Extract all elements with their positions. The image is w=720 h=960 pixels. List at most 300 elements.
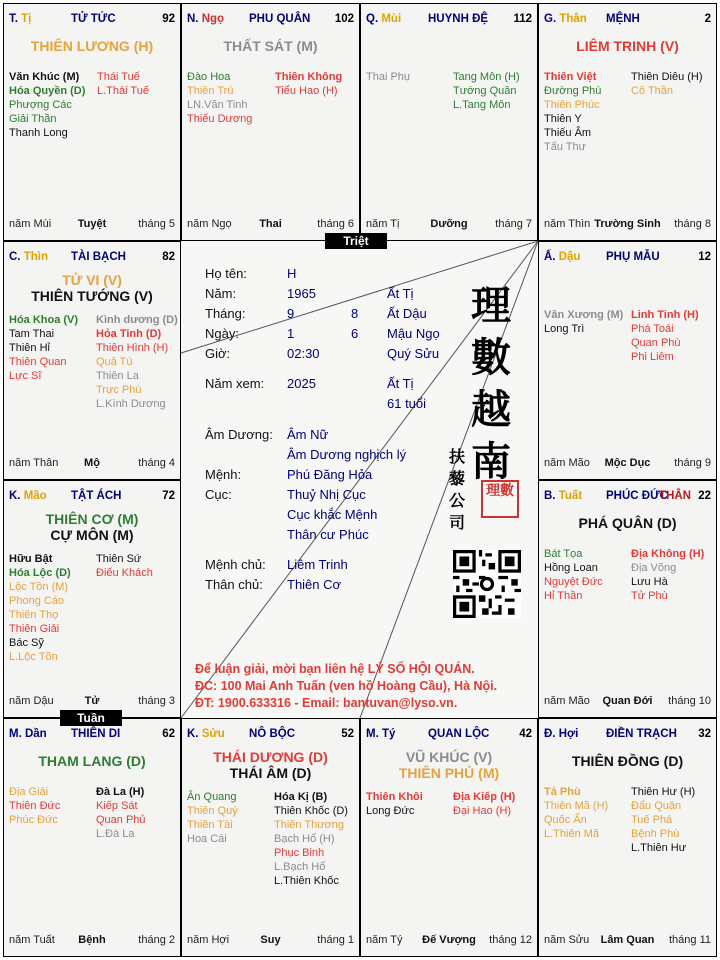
palace-month: tháng 9	[674, 457, 711, 469]
main-star: THAM LANG (D)	[38, 753, 146, 769]
minor-star: Thiếu Âm	[544, 127, 592, 139]
minor-star: Hỉ Thần	[544, 590, 583, 602]
small-char-4: 司	[449, 513, 466, 532]
minor-star: Tuế Phá	[631, 814, 673, 826]
palace-cell-tuat	[538, 480, 717, 718]
minor-star: Đẩu Quân	[631, 800, 682, 812]
palace-cell-thin	[3, 241, 181, 480]
year-value: 1965	[287, 286, 316, 301]
minor-stars-left	[187, 70, 252, 126]
minor-stars-left	[9, 70, 85, 140]
minor-stars-left	[544, 308, 623, 336]
amduong-label: Âm Dương:	[205, 427, 273, 442]
minor-star: Phi Liêm	[631, 351, 674, 363]
month-can-chi: Ất Dậu	[387, 306, 427, 321]
day-label: Ngày:	[205, 326, 239, 341]
minor-star: Đà La (H)	[96, 786, 145, 798]
calligraphy-char-4: 南	[471, 438, 511, 485]
minor-star: Hữu Bật	[9, 553, 53, 565]
minor-star: Phục Binh	[274, 847, 325, 859]
palace-cell-than	[538, 3, 717, 241]
minor-stars-left	[9, 785, 60, 827]
main-star: THIÊN PHỦ (M)	[398, 765, 500, 781]
minor-star: Thiên Diêu (H)	[631, 71, 703, 83]
thanchu-label: Thân chủ:	[205, 577, 263, 592]
minor-star: Tử Phù	[631, 590, 668, 602]
palace-header	[9, 251, 175, 265]
palace-name: TỬ TỨC	[71, 13, 116, 25]
minor-stars-right	[97, 70, 149, 98]
menhchu-value: Liêm Trinh	[287, 557, 348, 572]
minor-star: Kiếp Sát	[96, 800, 138, 812]
palace-number: 42	[519, 728, 532, 740]
minor-star: Hóa Quyền (D)	[9, 85, 86, 97]
palace-header	[544, 251, 711, 265]
minor-star: Thiên Quý	[187, 805, 238, 817]
minor-star: L.Lộc Tồn	[9, 651, 58, 663]
palace-month: tháng 4	[138, 457, 175, 469]
palace-branch	[544, 13, 587, 25]
palace-footer	[9, 934, 175, 948]
minor-star: Địa Không (H)	[631, 548, 705, 560]
earthly-branch: Thân	[559, 13, 587, 25]
palace-year: năm Hợi	[187, 934, 230, 946]
minor-star: Tam Thai	[9, 328, 55, 340]
day-lunar: 1	[287, 326, 295, 341]
minor-stars-left	[544, 547, 603, 603]
palace-footer	[9, 218, 175, 232]
horoscope-chart	[3, 3, 717, 957]
palace-name: MỆNH	[606, 13, 640, 25]
palace-number: 102	[334, 13, 354, 25]
palace-year: năm Mão	[544, 457, 590, 469]
life-stage: Trường Sinh	[594, 218, 661, 230]
minor-star: Phong Cáo	[9, 595, 65, 607]
minor-star: L.Bạch Hổ	[274, 861, 326, 873]
palace-number: 112	[513, 13, 532, 25]
palace-branch	[366, 13, 401, 25]
name-value: H	[287, 266, 297, 281]
minor-star: Thiên Không	[275, 71, 343, 83]
earthly-branch: Dần	[24, 728, 47, 740]
minor-star: Lộc Tồn (M)	[9, 581, 69, 593]
minor-star: Hóa Lộc (D)	[9, 567, 71, 579]
center-info-panel	[181, 244, 538, 721]
palace-footer	[9, 695, 175, 709]
palace-month: tháng 2	[138, 934, 175, 946]
main-star: THÁI ÂM (D)	[229, 765, 312, 781]
minor-star: Tả Phù	[544, 786, 581, 798]
life-stage: Dưỡng	[430, 218, 468, 230]
earthly-branch: Mùi	[381, 13, 402, 25]
heavenly-stem: T.	[9, 13, 18, 25]
calligraphy-char-3: 越	[471, 386, 511, 433]
palace-footer	[9, 457, 175, 471]
palace-year: năm Ngọ	[187, 218, 232, 230]
qr-code-icon	[453, 550, 521, 618]
minor-star: Thiên La	[96, 370, 139, 382]
palace-number: 12	[698, 251, 711, 263]
amduong-relation: Âm Dương nghịch lý	[287, 447, 407, 462]
red-seal	[481, 480, 519, 518]
palace-footer	[544, 457, 711, 471]
minor-star: Thiên Hình (H)	[96, 342, 169, 354]
minor-stars-right	[453, 790, 515, 818]
palace-header	[544, 13, 711, 27]
palace-cell-ty	[3, 3, 181, 241]
minor-star: Thanh Long	[9, 127, 68, 139]
minor-stars-right	[96, 313, 178, 411]
day-can-chi: Mậu Ngọ	[387, 326, 440, 341]
palace-name: ĐIỀN TRẠCH	[606, 728, 677, 740]
heavenly-stem: C.	[9, 251, 21, 263]
life-stage: Suy	[260, 934, 281, 946]
life-stage: Lâm Quan	[600, 934, 655, 946]
month-solar: 8	[351, 306, 359, 321]
palace-footer	[544, 934, 711, 948]
palace-name: PHỤ MẪU	[606, 251, 660, 263]
age-value: 61 tuổi	[387, 396, 427, 411]
heavenly-stem: K.	[187, 728, 199, 740]
cuc-label: Cục:	[205, 487, 232, 502]
minor-star: Trực Phù	[96, 384, 142, 396]
minor-star: Thiên Đức	[9, 800, 61, 812]
minor-stars-right	[96, 785, 146, 841]
palace-year: năm Dậu	[9, 695, 54, 707]
minor-stars-right	[631, 308, 699, 364]
life-stage: Mộ	[84, 457, 100, 469]
than-position: Thân cư Phúc	[287, 527, 369, 542]
life-stage: Đế Vượng	[422, 934, 476, 946]
main-star: THIÊN TƯỚNG (V)	[31, 288, 153, 304]
hour-can-chi: Quý Sửu	[387, 346, 440, 361]
minor-star: Thiên Thương	[274, 819, 345, 831]
minor-star: Phá Toái	[631, 323, 674, 335]
cuc-relation: Cục khắc Mệnh	[287, 507, 378, 522]
palace-footer	[544, 695, 711, 709]
palace-number: 2	[704, 13, 711, 25]
hour-label: Giờ:	[205, 346, 231, 361]
minor-star: Thiên Tài	[187, 819, 233, 831]
heavenly-stem: M.	[366, 728, 379, 740]
earthly-branch: Sửu	[201, 728, 225, 740]
minor-star: Thiên Khôi	[366, 791, 423, 803]
day-solar: 6	[351, 326, 359, 341]
heavenly-stem: K.	[9, 490, 21, 502]
palace-branch	[9, 13, 31, 25]
minor-star: Tang Môn (H)	[453, 71, 520, 83]
view-year-value: 2025	[287, 376, 316, 391]
palace-month: tháng 11	[668, 934, 711, 946]
palace-number: 52	[341, 728, 354, 740]
palace-number: 62	[162, 728, 175, 740]
amduong-value: Âm Nữ	[287, 427, 329, 442]
thanchu-value: Thiên Cơ	[287, 577, 342, 592]
contact-address: ĐC: 100 Mai Anh Tuấn (ven hồ Hoàng Cầu), Hà Nội.	[195, 679, 498, 693]
palace-header	[366, 728, 532, 742]
palace-branch	[544, 728, 578, 740]
minor-star: Văn Khúc (M)	[9, 71, 80, 83]
palace-branch	[187, 13, 224, 25]
minor-stars-right	[631, 70, 703, 98]
minor-stars-right	[274, 790, 348, 888]
minor-star: Thiên Phúc	[544, 99, 600, 111]
palace-header	[544, 728, 711, 742]
life-stage: Tử	[84, 695, 100, 707]
year-label: Năm:	[205, 286, 237, 301]
earthly-branch: Tý	[381, 728, 396, 740]
palace-name: QUAN LỘC	[428, 728, 490, 740]
earthly-branch: Mão	[23, 490, 47, 502]
minor-star: Tấu Thư	[544, 141, 587, 153]
minor-star: Thiên Sứ	[96, 553, 142, 565]
heavenly-stem: Ấ.	[544, 251, 556, 263]
minor-star: Địa Võng	[631, 562, 677, 574]
palace-year: năm Thân	[9, 457, 59, 469]
palace-month: tháng 6	[317, 218, 354, 230]
life-stage: Quan Đới	[602, 695, 653, 707]
minor-star: Quan Phù	[631, 337, 681, 349]
minor-star: Hoa Cái	[187, 833, 227, 845]
palace-cell-ngo	[181, 3, 360, 241]
minor-stars-left	[366, 70, 410, 84]
view-year-label: Năm xem:	[205, 376, 265, 391]
minor-star: Thiên Hư (H)	[631, 786, 696, 798]
minor-star: Kình dương (D)	[96, 314, 178, 326]
minor-star: Tiểu Hao (H)	[275, 85, 338, 97]
minor-star: Thiên Khốc (D)	[274, 805, 348, 817]
minor-star: Bát Tọa	[544, 548, 583, 560]
palace-number: 72	[162, 490, 175, 502]
minor-stars-right	[631, 547, 704, 603]
heavenly-stem: N.	[187, 13, 199, 25]
palace-name: TẬT ÁCH	[71, 490, 122, 502]
minor-star: L.Thiên Hư	[631, 842, 687, 854]
cuc-value: Thuỷ Nhị Cục	[287, 487, 366, 502]
main-star: LIÊM TRINH (V)	[576, 38, 679, 54]
palace-year: năm Tý	[366, 934, 403, 946]
minor-star: Bạch Hổ (H)	[274, 833, 335, 845]
life-stage: Thai	[259, 218, 282, 230]
minor-star: Thiếu Dương	[187, 113, 253, 125]
minor-star: Quan Phủ	[96, 814, 146, 826]
palace-year: năm Tuất	[9, 934, 55, 946]
minor-star: Phượng Các	[9, 99, 72, 111]
minor-star: Lưu Hà	[631, 576, 668, 588]
minor-star: L.Thiên Mã	[544, 828, 600, 840]
heavenly-stem: B.	[544, 490, 556, 502]
palace-branch	[9, 251, 48, 263]
minor-star: Điếu Khách	[96, 567, 153, 579]
minor-star: Địa Giải	[9, 786, 49, 798]
triet-marker: Triệt	[325, 233, 387, 249]
palace-footer	[366, 934, 532, 948]
palace-name: TÀI BẠCH	[71, 251, 126, 263]
palace-branch	[187, 728, 225, 740]
palace-branch	[9, 728, 47, 740]
minor-star: Bác Sỹ	[9, 637, 44, 649]
minor-star: Hóa Kị (B)	[274, 791, 328, 803]
life-stage: Mộc Dục	[604, 457, 651, 469]
minor-star: Quả Tú	[96, 356, 133, 368]
earthly-branch: Ngọ	[201, 13, 225, 25]
minor-star: Đào Hoa	[187, 71, 231, 83]
seal-text: 理數	[486, 483, 514, 499]
main-star: PHÁ QUÂN (D)	[578, 515, 677, 531]
minor-stars-left	[366, 790, 423, 818]
main-star: TỬ VI (V)	[62, 272, 122, 288]
main-star: THÁI DƯƠNG (D)	[213, 749, 328, 765]
minor-star: Thiên Việt	[544, 71, 597, 83]
palace-cell-dau	[538, 241, 717, 480]
minor-star: Thai Phụ	[366, 71, 411, 83]
minor-stars-left	[9, 313, 78, 383]
minor-stars-right	[453, 70, 520, 112]
contact-line-1: Để luận giải, mời bạn liên hệ LÝ SỐ HỘI QUÁN.	[195, 662, 475, 676]
palace-header	[9, 490, 175, 504]
minor-star: L.Kình Dương	[96, 398, 166, 410]
palace-header	[544, 490, 711, 504]
heavenly-stem: M.	[9, 728, 22, 740]
palace-year: năm Sửu	[544, 934, 590, 946]
palace-header	[9, 728, 175, 742]
minor-star: Bệnh Phù	[631, 828, 680, 840]
minor-stars-left	[9, 552, 71, 664]
menh-value: Phú Đăng Hỏa	[287, 467, 373, 482]
palace-month: tháng 10	[668, 695, 711, 707]
palace-cell-hoi	[538, 718, 717, 957]
minor-star: Long Trì	[544, 323, 585, 335]
small-char-2: 藜	[449, 469, 466, 488]
palace-branch	[544, 490, 582, 502]
palace-header	[9, 13, 175, 27]
palace-header	[187, 13, 354, 27]
main-star: THẤT SÁT (M)	[223, 38, 318, 54]
minor-star: L.Thiên Khốc	[274, 875, 339, 887]
minor-stars-left	[544, 785, 608, 841]
main-star: THIÊN CƠ (M)	[45, 511, 139, 527]
palace-name: HUYNH ĐỆ	[428, 13, 489, 25]
palace-month: tháng 8	[674, 218, 711, 230]
minor-star: Linh Tinh (H)	[631, 309, 699, 321]
palace-header	[187, 728, 354, 742]
minor-star: Thiên Giải	[9, 623, 60, 635]
calligraphy-char-1: 理	[471, 282, 511, 329]
life-stage: Bệnh	[78, 934, 106, 946]
palace-cell-mao	[3, 480, 181, 718]
palace-month: tháng 5	[138, 218, 175, 230]
palace-branch	[9, 490, 47, 502]
minor-stars-right	[96, 552, 153, 580]
palace-year: năm Thìn	[544, 218, 591, 230]
heavenly-stem: Q.	[366, 13, 379, 25]
palace-year: năm Mùi	[9, 218, 52, 230]
palace-footer	[544, 218, 711, 232]
year-can-chi: Ất Tị	[387, 286, 414, 301]
minor-star: Thiên Mã (H)	[544, 800, 609, 812]
main-star: CỰ MÔN (M)	[50, 527, 134, 543]
palace-number: 22	[698, 490, 711, 502]
palace-month: tháng 3	[138, 695, 175, 707]
minor-stars-left	[187, 790, 238, 846]
earthly-branch: Tuất	[558, 490, 583, 502]
palace-name: NÔ BỘC	[249, 728, 295, 740]
tuan-marker: Tuần	[60, 710, 122, 726]
palace-header	[366, 13, 532, 27]
palace-cell-dan	[3, 718, 181, 957]
palace-month: tháng 7	[495, 218, 532, 230]
menh-label: Mệnh:	[205, 467, 242, 482]
minor-star: Hỏa Tinh (D)	[96, 328, 162, 340]
palace-name: THIÊN DI	[71, 728, 121, 740]
minor-star: Phúc Đức	[9, 814, 58, 826]
minor-star: L.Thái Tuế	[97, 85, 149, 97]
menhchu-label: Mệnh chủ:	[205, 557, 266, 572]
minor-star: Tướng Quân	[453, 85, 517, 97]
minor-star: Quốc Ấn	[544, 814, 587, 826]
month-label: Tháng:	[205, 306, 246, 321]
minor-star: Thiên Hỉ	[9, 342, 50, 354]
minor-star: Nguyệt Đức	[544, 576, 603, 588]
minor-stars-right	[275, 70, 342, 98]
earthly-branch: Tị	[21, 13, 32, 25]
month-lunar: 9	[287, 306, 295, 321]
minor-star: Thái Tuế	[97, 71, 140, 83]
minor-star: L.Đà La	[96, 828, 135, 840]
minor-star: Ân Quang	[187, 791, 237, 803]
palace-year: năm Tị	[366, 218, 400, 230]
earthly-branch: Dậu	[558, 251, 581, 263]
palace-number: 92	[162, 13, 175, 25]
main-star: VŨ KHÚC (V)	[405, 749, 493, 765]
palace-name: PHÚC ĐỨC	[606, 490, 668, 502]
main-star: THIÊN ĐỒNG (D)	[571, 753, 684, 769]
earthly-branch: Thìn	[23, 251, 48, 263]
minor-star: Long Đức	[366, 805, 415, 817]
minor-star: Hồng Loan	[544, 562, 598, 574]
hour-value: 02:30	[287, 346, 320, 361]
name-label: Họ tên:	[205, 266, 247, 281]
minor-star: L.Tang Môn	[453, 99, 511, 111]
minor-star: LN.Văn Tinh	[187, 99, 248, 111]
minor-star: Văn Xương (M)	[544, 309, 624, 321]
palace-name: PHU QUÂN	[249, 13, 311, 25]
life-stage: Tuyệt	[77, 218, 107, 230]
minor-star: Giải Thần	[9, 113, 57, 125]
palace-month: tháng 1	[317, 934, 354, 946]
palace-month: tháng 12	[489, 934, 532, 946]
contact-phone-email[interactable]: ĐT: 1900.633316 - Email: bantuvan@lyso.vn.	[195, 696, 458, 710]
palace-year: năm Mão	[544, 695, 590, 707]
minor-star: Cô Thần	[631, 85, 673, 97]
palace-footer	[187, 218, 354, 232]
calligraphy-char-2: 數	[471, 334, 511, 381]
earthly-branch: Hợi	[558, 728, 579, 740]
heavenly-stem: G.	[544, 13, 557, 25]
minor-star: Thiên Quan	[9, 356, 67, 368]
heavenly-stem: Đ.	[544, 728, 556, 740]
minor-star: Thiên Y	[544, 113, 582, 125]
palace-branch	[366, 728, 395, 740]
minor-star: Thiên Thọ	[9, 609, 59, 621]
minor-stars-left	[544, 70, 601, 154]
minor-star: Đường Phù	[544, 85, 602, 97]
than-marker: THÂN	[659, 490, 691, 502]
minor-star: Hóa Khoa (V)	[9, 314, 79, 326]
view-year-can-chi: Ất Tị	[387, 376, 414, 391]
minor-star: Địa Kiếp (H)	[453, 791, 516, 803]
minor-star: Lực Sĩ	[9, 370, 42, 382]
